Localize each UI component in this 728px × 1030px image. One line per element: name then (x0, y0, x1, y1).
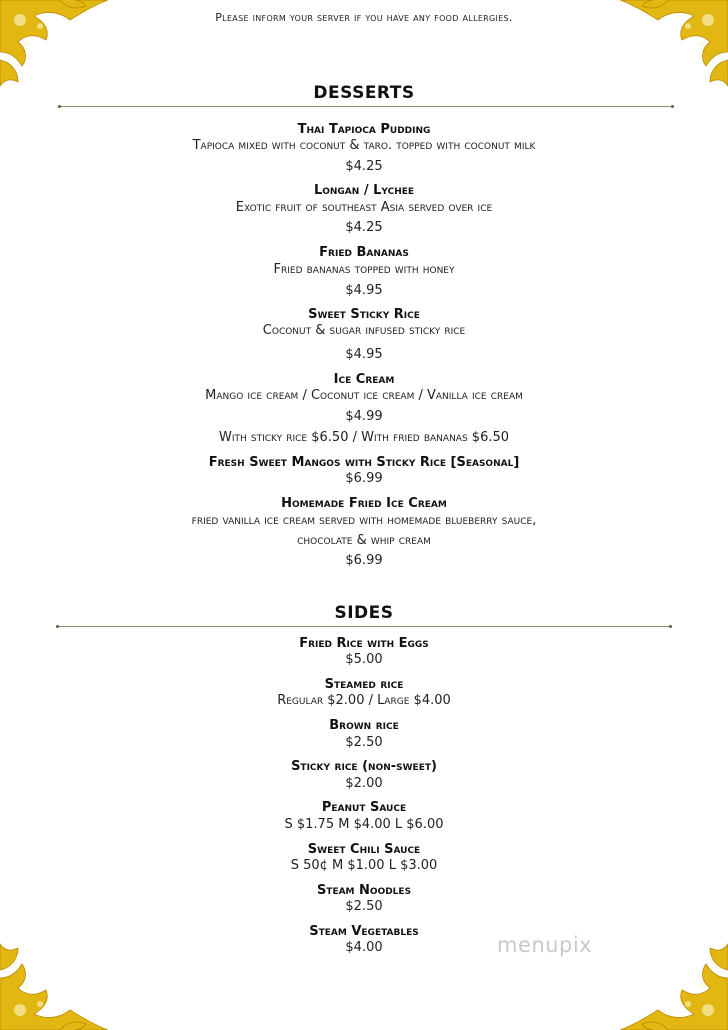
dessert-desc: Mango ice cream / Coconut ice cream / Vanilla ice cream (205, 388, 523, 403)
dessert-name: Sweet Sticky Rice (308, 307, 420, 322)
side-price: $5.00 (345, 652, 383, 667)
side-price: $2.50 (345, 735, 383, 750)
sides-heading: SIDES (334, 603, 394, 623)
side-name: Steam Vegetables (309, 924, 419, 939)
desserts-heading: DESSERTS (313, 83, 415, 103)
side-price: S 50¢ M $1.00 L $3.00 (290, 858, 438, 873)
dessert-price: $4.25 (345, 159, 383, 174)
side-price: S $1.75 M $4.00 L $6.00 (284, 817, 444, 832)
dessert-desc: Exotic fruit of southeast Asia served over ice (235, 200, 493, 215)
allergy-notice: Please inform your server if you have any food allergies. (215, 11, 513, 24)
dessert-desc: Fried bananas topped with honey (273, 262, 455, 277)
dessert-extra: With sticky rice $6.50 / With fried bananas $6.50 (218, 430, 510, 445)
dessert-desc: Coconut & sugar infused sticky rice (262, 323, 466, 338)
dessert-name: Longan / Lychee (313, 183, 415, 198)
dessert-price: $6.99 (345, 471, 383, 486)
side-price: $2.00 (345, 776, 383, 791)
dessert-name: Homemade Fried Ice Cream (281, 496, 447, 511)
side-name: Peanut Sauce (321, 800, 407, 815)
dessert-desc: fried vanilla ice cream served with homemade blueberry sauce, (191, 513, 537, 528)
dessert-name: Thai Tapioca Pudding (297, 122, 431, 137)
dessert-name: Fresh Sweet Mangos with Sticky Rice [Seasonal] (208, 455, 520, 470)
side-name: Steam Noodles (316, 883, 412, 898)
side-name: Sticky rice (non-sweet) (291, 759, 437, 774)
side-price: $2.50 (345, 899, 383, 914)
side-name: Brown rice (329, 718, 399, 733)
dessert-desc: chocolate & whip cream (297, 533, 431, 548)
dessert-price: $6.99 (345, 553, 383, 568)
sides-divider (58, 626, 670, 627)
dessert-desc: Tapioca mixed with coconut & taro. topped with coconut milk (192, 138, 536, 153)
side-name: Steamed rice (324, 677, 404, 692)
side-price: $4.00 (345, 940, 383, 955)
dessert-name: Ice Cream (333, 372, 395, 387)
watermark: menupix (497, 933, 593, 957)
dessert-price: $4.25 (345, 220, 383, 235)
dessert-price: $4.95 (345, 347, 383, 362)
dessert-price: $4.95 (345, 283, 383, 298)
side-name: Fried Rice with Eggs (299, 636, 429, 651)
side-name: Sweet Chili Sauce (307, 842, 421, 857)
dessert-name: Fried Bananas (319, 245, 409, 260)
desserts-divider (60, 106, 672, 107)
dessert-price: $4.99 (345, 409, 383, 424)
side-price: Regular $2.00 / Large $4.00 (277, 693, 451, 708)
